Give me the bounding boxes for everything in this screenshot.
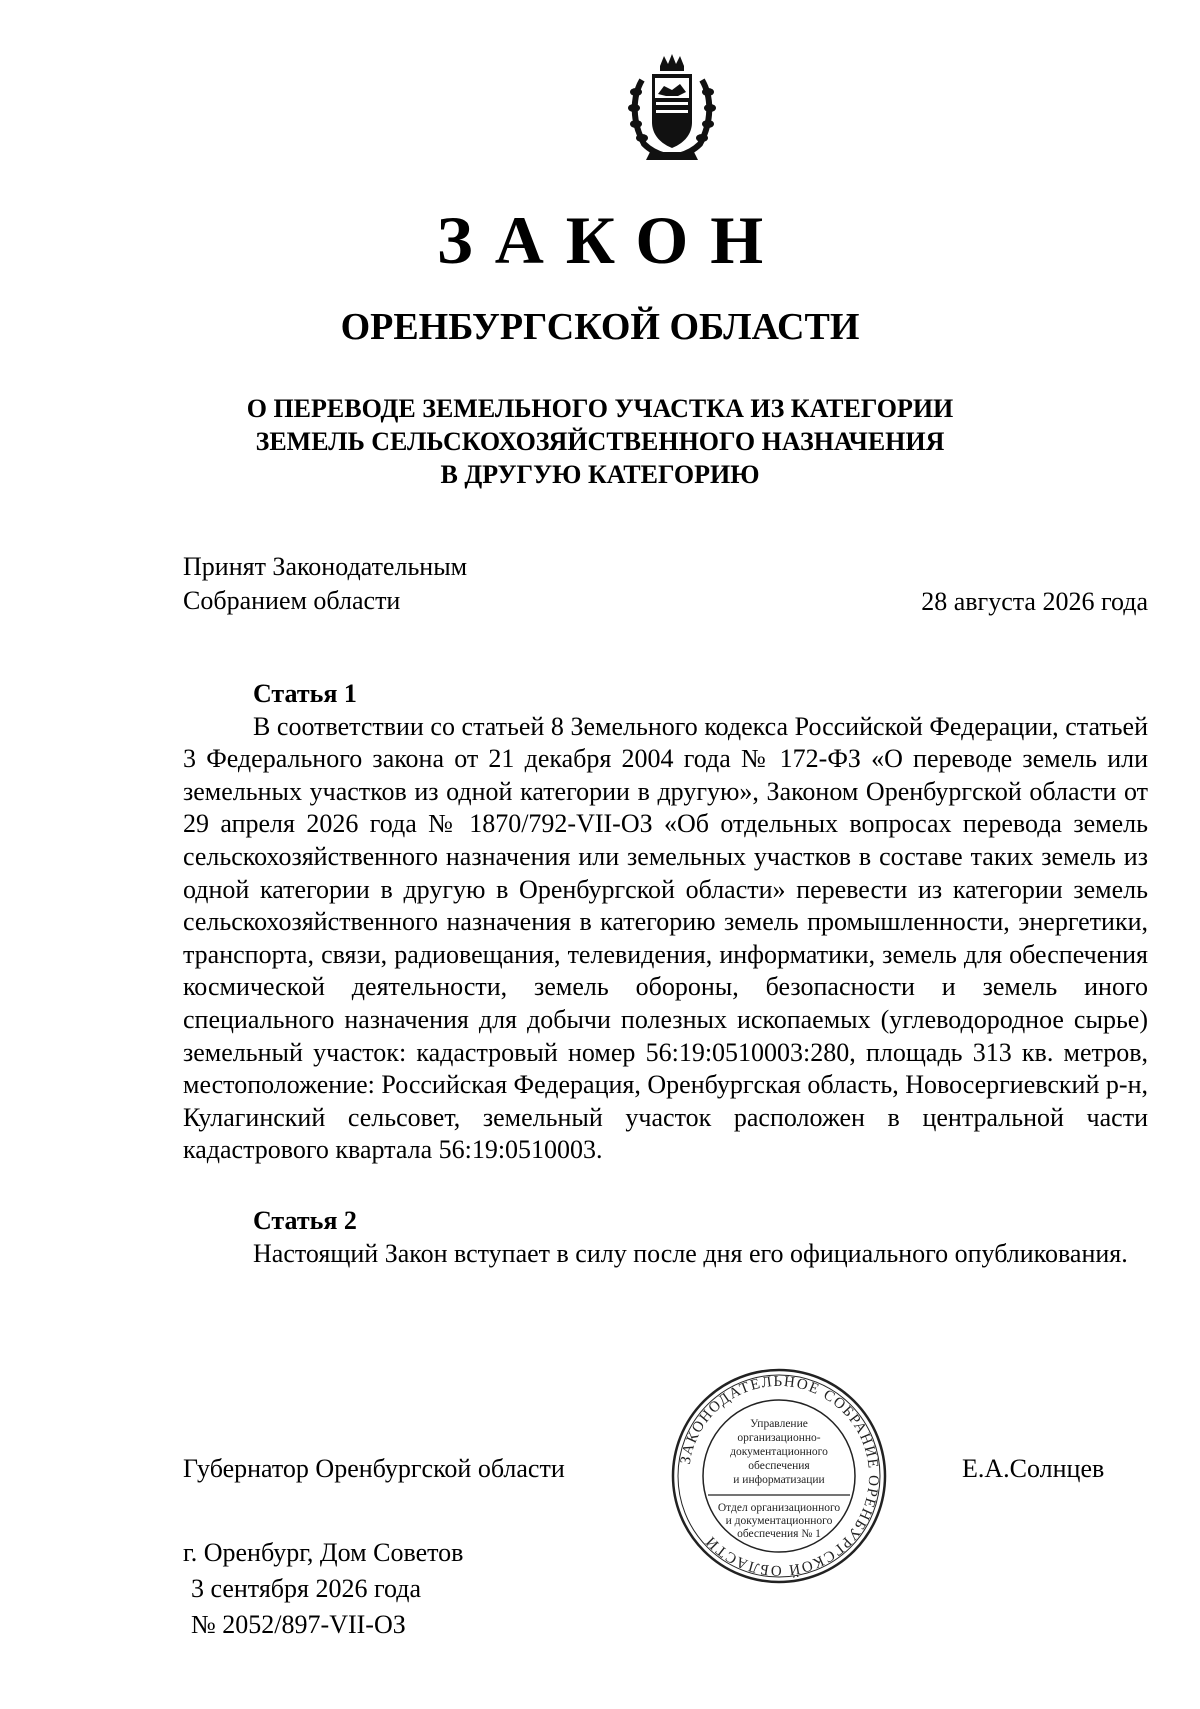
article-1 [183, 678, 1148, 1167]
article-heading: Статья 2 [253, 1206, 357, 1235]
signer-name: Е.А.Солнцев [962, 1454, 1105, 1483]
official-seal-stamp [668, 1365, 890, 1587]
signing-place: г. Оренбург, Дом Советов [183, 1538, 464, 1567]
region-heading: ОРЕНБУРГСКОЙ ОБЛАСТИ [340, 306, 860, 348]
seal-ring-text: ЗАКОНОДАТЕЛЬНОЕ СОБРАНИЕ ОРЕНБУРГСКОЙ ОБЛАСТИ [677, 1373, 882, 1579]
law-title-line: ЗЕМЕЛЬ СЕЛЬСКОХОЗЯЙСТВЕННОГО НАЗНАЧЕНИЯ [255, 427, 945, 456]
seal-line: обеспечения [748, 1460, 810, 1472]
article-2 [183, 1205, 1148, 1270]
seal-line: и информатизации [733, 1474, 825, 1486]
seal-line: обеспечения № 1 [737, 1528, 821, 1540]
adoption-date: 28 августа 2026 года [921, 587, 1148, 616]
law-title-line: О ПЕРЕВОДЕ ЗЕМЕЛЬНОГО УЧАСТКА ИЗ КАТЕГОРИИ [246, 394, 954, 423]
signing-details [183, 1535, 463, 1643]
seal-line: Отдел организационного [717, 1502, 841, 1514]
signer-title: Губернатор Оренбургской области [183, 1454, 565, 1483]
adoption-line: Принят Законодательным [183, 552, 468, 581]
article-heading: Статья 1 [253, 679, 357, 708]
seal-line: Управление [750, 1418, 808, 1430]
adoption-statement [183, 550, 467, 618]
document-type-heading: ЗАКОН [436, 202, 786, 278]
seal-line: организационно- [737, 1432, 821, 1444]
article-text: Настоящий Закон вступает в силу после дня его официального опубликования. [253, 1238, 1128, 1268]
law-title [0, 392, 1200, 491]
signing-date: 3 сентября 2026 года [191, 1574, 422, 1603]
article-text: В соответствии со статьей 8 Земельного кодекса Российской Федерации, статьей 3 Федерального закона от 21 декабря 2004 года № 172-ФЗ «О переводе земель или земельных участков из одной категории в другую», Законом Оренбургской области от 29 апреля 2026 года № 1870/792-VII-ОЗ «Об отдельных вопросах перевода земель сельскохозяйственного назначения или земельных участков в составе таких земель из одной категории в другую в Оренбургской области» перевести из категории земель сельскохозяйственного назначения в категорию земель промышленности, энергетики, транспорта, связи, радиовещания, телевидения, информатики, земель для обеспечения космической деятельности, земель обороны, безопасности и земель иного специального назначения для добычи полезных ископаемых (углеводородное сырье) земельный участок: кадастровый номер 56:19:0510003:280, площадь 313 кв. метров, местоположение: Российская Федерация, Оренбургская область, Новосергиевский р-н, Кулагинский сельсовет, земельный участок расположен в центральной части кадастрового квартала 56:19:0510003. [183, 711, 1148, 1165]
law-number: № 2052/897-VII-ОЗ [191, 1610, 406, 1639]
seal-line: и документационного [725, 1515, 833, 1527]
coat-of-arms-emblem [622, 52, 722, 162]
seal-line: документационного [730, 1446, 828, 1458]
adoption-line: Собранием области [183, 586, 401, 615]
law-title-line: В ДРУГУЮ КАТЕГОРИЮ [440, 460, 760, 489]
